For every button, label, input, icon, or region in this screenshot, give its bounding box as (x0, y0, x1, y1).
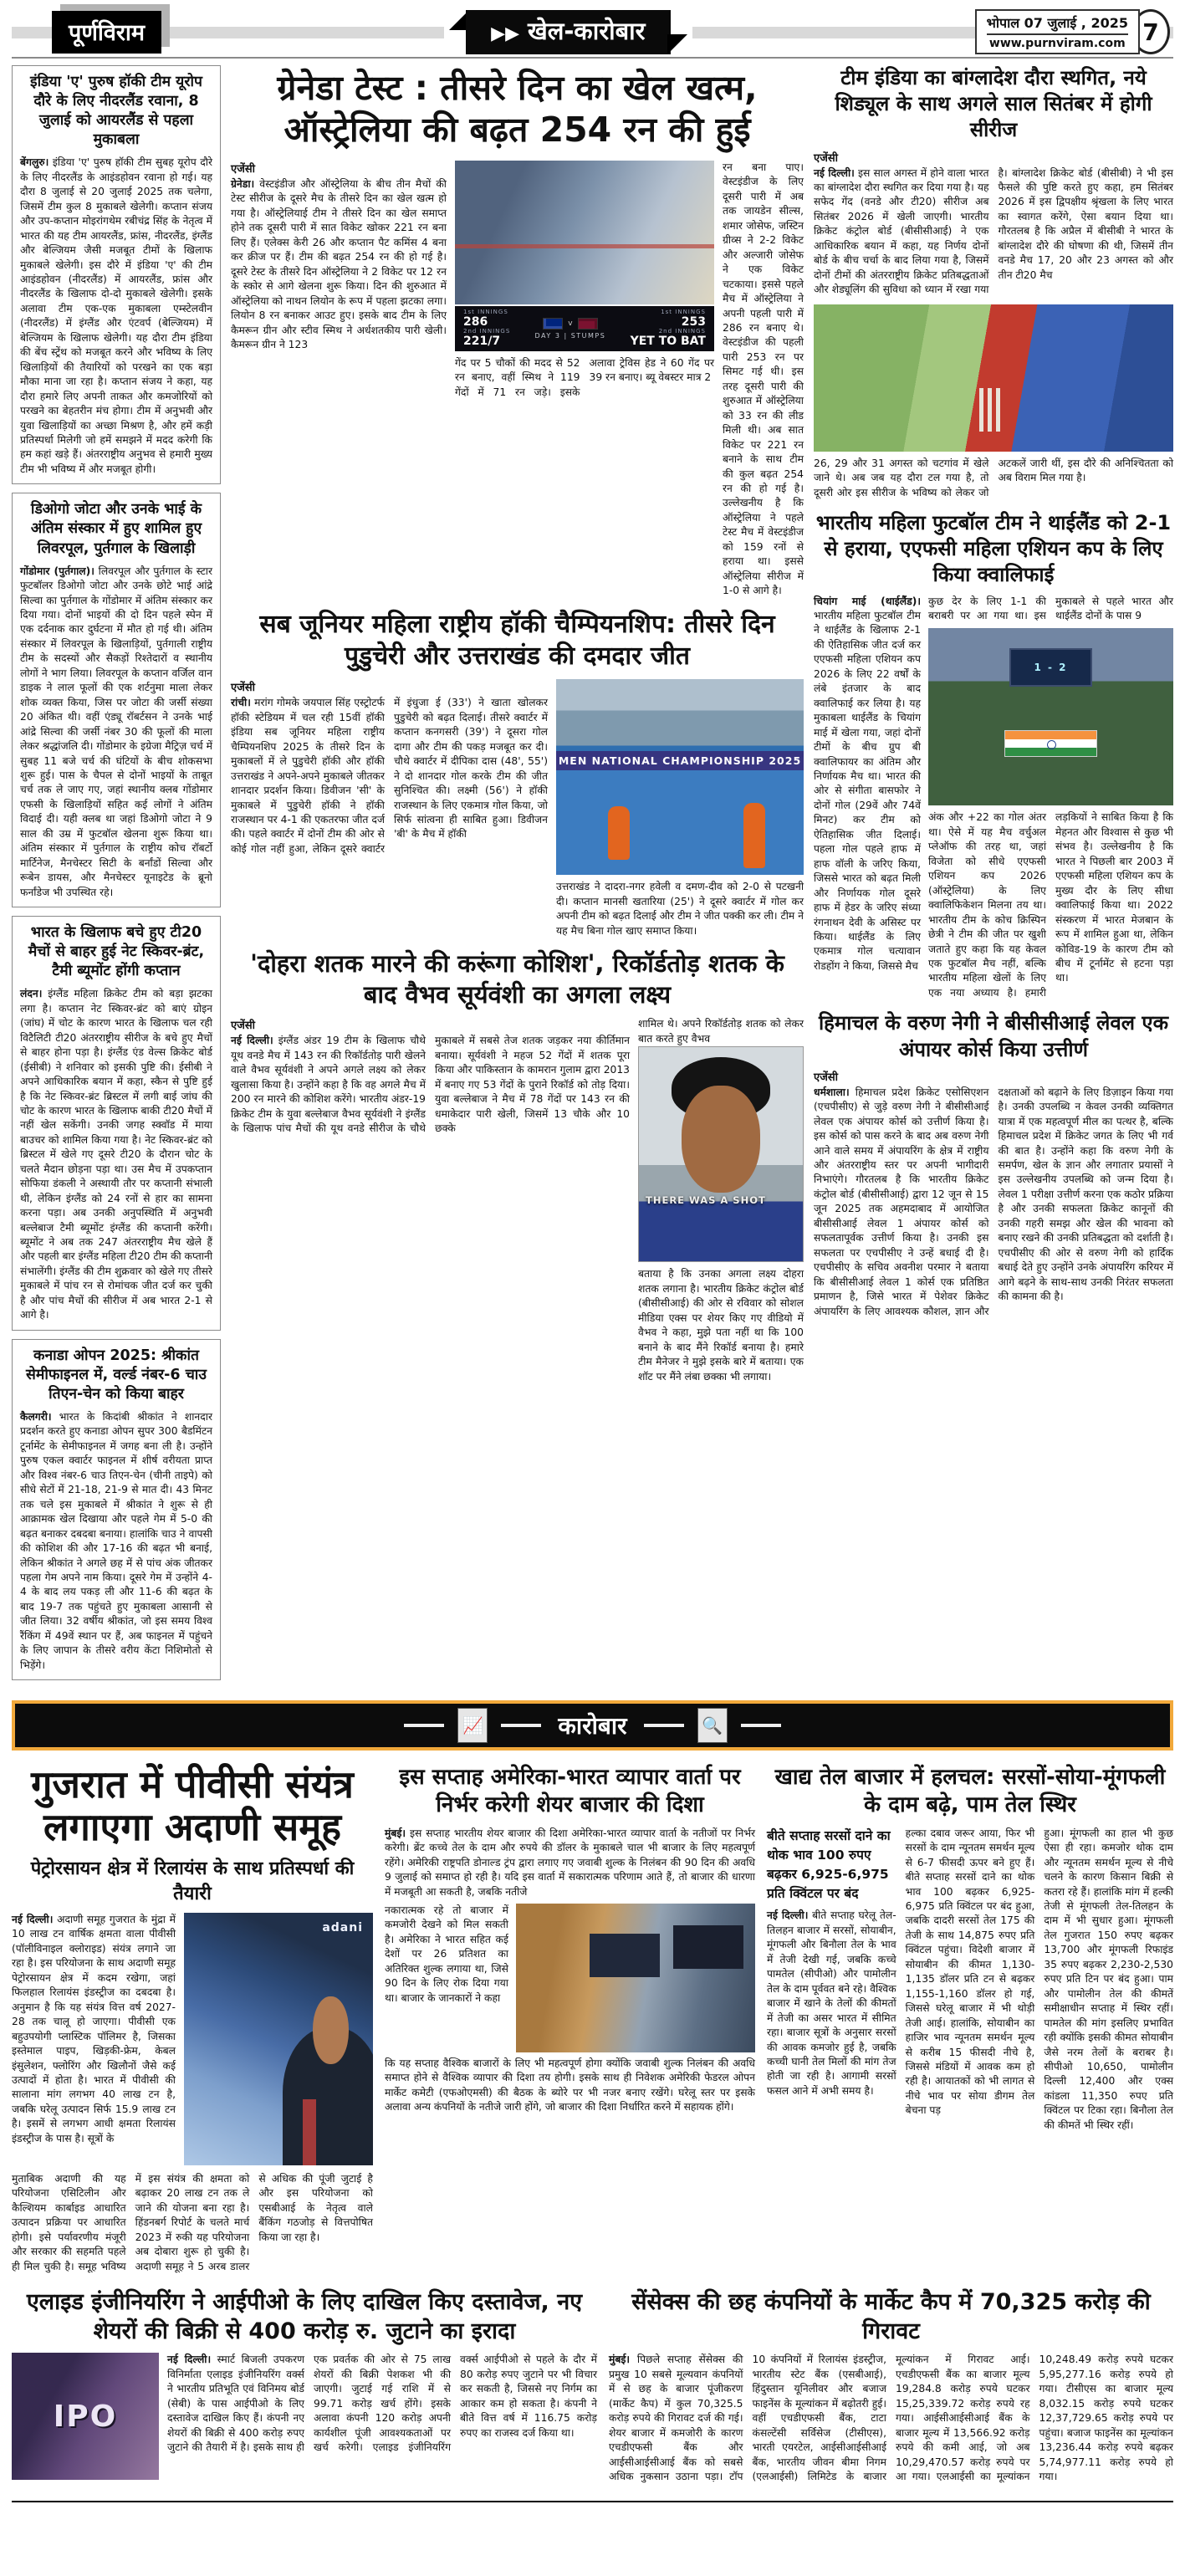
article-headline: टीम इंडिया का बांग्लादेश दौरा स्थगित, नये शिड्यूल के साथ अगले साल सितंबर में होगी सीरीज (835, 66, 1152, 142)
article-adani-pvc (12, 1764, 373, 2274)
article-body-continued: कि यह सप्ताह वैश्विक बाजारों के लिए भी महत्वपूर्ण होगा क्योंकि जवाबी शुल्क निलंबन की अवधि समाप्त होने से वैश्विक व्यापार की दिशा तय होगी। इसके साथ ही निवेशक अमेरिकी फेडरल ओपन मार्केट कमेटी (एफओएमसी) की बैठक के ब्योरे पर भी नजर बनाए रखेंगे। घरेलू स्तर पर इसके अलावा अन्य कंपनियों के नतीजे जारी होंगे, जो बाजार की दिशा निर्धारित करने में सहायक होंगे। (385, 2057, 755, 2113)
article-standfirst: बीते सप्ताह सरसों दाने का थोक भाव 100 रुपए बढ़कर 6,925-6,975 प्रति क्विंटल पर बंद (767, 1827, 891, 1901)
photo-caption: गेंद पर 5 चौकों की मदद से 52 रन बनाए, वहीं स्मिथ ने 119 गेंदों में 71 रन जड़े। इसके अलावा ट्रेविस हेड ने 60 गेंद पर 39 रन बनाए। ब्यू वेबस्टर मात्र 2 (455, 357, 714, 398)
article-body-continued: बताया है कि उनका अगला लक्ष्य दोहरा शतक लगाना है। भारतीय क्रिकेट कंट्रोल बोर्ड (बीसीसीआई) की ओर से रविवार को सोशल मीडिया एक्स पर शेयर किए गए वीडियो में वैभव ने कहा, मुझे पता नहीं था कि 100 बनाने के बाद मैंने रिकॉर्ड बनाया है। हमारे टीम मैनेजर ने मुझे इसके बारे में बताया। एक शॉट पर मैंने लंबा छक्का भी लगाया। (638, 1268, 804, 1383)
banner-dash (741, 1724, 781, 1727)
masthead (12, 7, 1173, 59)
article-sensex-mcap (609, 2287, 1173, 2484)
banner-dash (404, 1724, 444, 1727)
article-headline: एलाइड इंजीनियरिंग ने आईपीओ के लिए दाखिल किए दस्तावेज, नए शेयरों की बिक्री से 400 करोड़ रु. जुटाने का इरादा (26, 2289, 583, 2345)
article-body: चियांग माई (थाईलैंड)। भारतीय महिला फुटबॉल टीम ने थाईलैंड के खिलाफ 2-1 की ऐतिहासिक जीत दर्ज कर एएफसी महिला एशियन कप 2026 के लिए 22 वर्षों के लंबे इंतजार के बाद क्वालिफाई कर लिया है। यह मुकाबला थाईलैंड के चियांग माई में खेला गया, जहां दोनों टीमों के बीच ग्रुप बी क्वालिफायर का अंतिम और निर्णायक मैच था। भारत की ओर से संगीता बासफोर ने दोनों गोल (29वें और 74वें मिनट) कर टीम को ऐतिहासिक जीत दिलाई। पहला गोल पहले हाफ में हाफ वॉली के जरिए किया, जिससे भारत को बढ़त मिली और निर्णायक गोल दूसरे हाफ में हेडर के जरिए संध्या रंगनाथन देवी के असिस्ट पर किया। थाईलैंड के लिए एकमात्र गोल चत्यावान रोडहोंग ने किया, जिससे मैच (814, 595, 921, 972)
match-status: v DAY 3 | STUMPS (534, 319, 606, 340)
adani-logo-text: adani (322, 1920, 363, 1935)
banner-dash (644, 1724, 684, 1727)
article-edible-oil (767, 1764, 1173, 2274)
gautam-adani-figure (303, 2099, 316, 2165)
hockey-match-photo (556, 679, 804, 875)
article-vaibhav-suryavanshi (231, 948, 804, 1384)
left-column (12, 65, 221, 1689)
article-body: नई दिल्ली। बीते सप्ताह घरेलू तेल-तिलहन बाजार में सरसों, सोयाबीन, मूंगफली और बिनौला तेल के भाव में तेजी देखी गई, जबकि कच्चे पामतेल (सीपीओ) और पामोलीन तेल के दाम पूर्ववत बने रहे। वैश्विक बाजार में खाने के तेलों की कीमतों में तेजी का असर भारत में सीमित रहा। बाजार सूत्रों के अनुसार सरसों की आवक कमजोर हुई है, जबकि कच्ची घानी तेल मिलों की मांग तेज होती जा रही है। आगामी सरसों फसल आने में अभी समय है। (767, 1909, 896, 2097)
adani-building-photo (184, 1913, 373, 2165)
article-body: ग्रेनेडा। वेस्टइंडीज और ऑस्ट्रेलिया के बीच तीन मैचों की टेस्ट सीरीज के दूसरे मैच के तीसरे दिन का खेल खत्म हो गया है। ऑस्ट्रेलियाई टीम ने तीसरे दिन का खेल समाप्त होने तक दूसरी पारी में सात विकेट खोकर 221 रन बना लिए हैं। एलेक्स केरी 26 और कप्तान पैट कमिंस 4 बना कर क्रीज पर हैं। टीम की बढ़त 254 रन की हो गई है। दूसरे टेस्ट के तीसरे दिन ऑस्ट्रेलिया ने 2 विकेट पर 12 रन के स्कोर से आगे खेलना शुरू किया। दिन की शुरुआत में ऑस्ट्रेलिया को नाथन लियोन के रूप में पहला झटका लगा। लियोन 8 रन बनाकर आउट हुए। इसके बाद टीम के लिए कैमरून ग्रीन और स्टीव स्मिथ ने अर्धशतकीय पारी खेली। कैमरून ग्रीन ने 123 (231, 178, 447, 351)
article-body-continued: कुछ देर के लिए 1-1 की बराबरी पर आ गया था। इस मुकाबले से पहले भारत और थाईलैंड दोनों के पास 9 (928, 595, 1173, 622)
west-indies-flag-icon (578, 318, 598, 330)
article-bangladesh-tour (814, 65, 1173, 500)
paper-logo (52, 11, 161, 54)
magnifier-icon: 🔍 (697, 1708, 728, 1743)
website-url: www.purnviram.com (988, 37, 1126, 50)
date-box (975, 9, 1140, 54)
match-scorecard (455, 306, 714, 351)
footer-rule (12, 2501, 1173, 2576)
article-headline: सेंसेक्स की छह कंपनियों के मार्केट कैप में 70,325 करोड़ की गिरावट (631, 2289, 1151, 2345)
india-bangladesh-cricket-photo (814, 304, 1173, 452)
article-headline: इस सप्ताह अमेरिका-भारत व्यापार वार्ता पर निर्भर करेगी शेयर बाजार की दिशा (399, 1765, 741, 1818)
article-body: नई दिल्ली। इस साल अगस्त में होने वाला भारत का बांग्लादेश दौरा स्थगित कर दिया गया है। यह सफेद गेंद (वनडे और टी20) सीरीज अब सितंबर 2026 में खेली जाएगी। भारतीय क्रिकेट कंट्रोल बोर्ड (बीसीसीआई) ने एक आधिकारिक बयान में कहा, यह निर्णय दोनों बोर्ड के बीच चर्चा के बाद लिया गया है, जिसमें दोनों टीमों की अंतरराष्ट्रीय क्रिकेट प्रतिबद्धताओं और शेड्यूलिंग की सुविधा को ध्यान में रखा गया है। बांग्लादेश क्रिकेट बोर्ड (बीसीबी) ने भी इस फैसले की पुष्टि करते हुए कहा, हम सितंबर 2026 में इस द्विपक्षीय श्रृंखला के लिए भारत का स्वागत करेंगे, ऐसा बयान दिया था। गौरतलब है कि अप्रैल में बीसीबी ने भारत के बांग्लादेश दौरे की घोषणा की थी, जिसमें तीन वनडे मैच 17, 20 और 23 अगस्त को और तीन टी20 मैच (814, 166, 1173, 296)
article-body-continued: हुआ। मूंगफली का हाल भी कुछ ऐसा ही रहा। कमजोर थोक दाम और न्यूनतम समर्थन मूल्य से नीचे चलने के कारण किसान बिक्री से कतरा रहे हैं। हालांकि मांग में हल्की तेजी से मूंगफली तेल-तिलहन के दाम में भी सुधार हुआ। मूंगफली तेल गुजरात 150 रुपए बढ़कर 13,700 और मूंगफली रिफाइंड 35 रुपए बढ़कर 2,230-2,530 रुपए प्रति टिन पर बंद हुआ। पाम और पामोलीन तेल की कीमतें समीक्षाधीन सप्ताह में स्थिर रहीं। पामतेल की मांग इसलिए प्रभावित रही क्योंकि इसकी कीमत सोयाबीन जैसे नरम तेलों के बराबर है। सीपीओ 10,650, पामोलीन दिल्ली 12,400 और एक्स कांडला 11,350 रुपए प्रति क्विंटल पर टिका रहा। बिनौला तेल की कीमतें भी स्थिर रहीं। (1044, 1827, 1174, 2131)
section-title-box (466, 10, 670, 54)
double-arrow-icon: ▶▶ (491, 23, 519, 44)
article-body: नई दिल्ली। स्मार्ट बिजली उपकरण विनिर्माता एलाइड इंजीनियरिंग वर्क्स ने भारतीय प्रतिभूति एवं विनिमय बोर्ड (सेबी) के पास आईपीओ के लिए दस्तावेज दाखिल किए हैं। कंपनी नए शेयरों की बिक्री से 400 करोड़ रुपए जुटाने की तैयारी में है। इसके साथ ही एक प्रवर्तक की ओर से 75 लाख शेयरों की बिक्री पेशकश भी की जाएगी। जुटाई गई राशि में से 99.71 करोड़ खर्च होंगे। इसके अलावा कंपनी 120 करोड़ अपनी कार्यशील पूंजी आवश्यकताओं पर खर्च करेगी। एलाइड इंजीनियरिंग वर्क्स आईपीओ से पहले के दौर में 80 करोड़ रुपए जुटाने पर भी विचार कर सकती है, जिससे नए निर्गम का आकार कम हो सकता है। कंपनी ने बीते वित्त वर्ष में 116.75 करोड़ रुपए का राजस्व दर्ज किया था। (167, 2354, 597, 2454)
article-headline: कनाडा ओपन 2025: श्रीकांत सेमीफाइनल में, वर्ल्ड नंबर-6 चाउ तिएन-चेन को किया बाहर (26, 1347, 207, 1403)
article-grenada-test (231, 67, 804, 599)
bottom-row (12, 2287, 1173, 2484)
article-body: लंदन। इंग्लैंड महिला क्रिकेट टीम को बड़ा झटका लगा है। कप्तान नेट स्किवर-ब्रंट को बाएं ग्रोइन (जांघ) में चोट के कारण भारत के खिलाफ चल रही विटैलिटी टी20 अंतरराष्ट्रीय सीरीज के बचे हुए मैचों से बाहर होना पड़ा है। इंग्लैंड एंड वेल्स क्रिकेट बोर्ड (ईसीबी) ने शनिवार को इसकी पुष्टि की। ईसीबी ने अपने आधिकारिक बयान में कहा, स्कैन से पुष्टि हुई है कि नेट स्किवर-ब्रंट ब्रिस्टल में लगी बाई जांघ की चोट के कारण भारत के खिलाफ बाकी टी20 मैचों में नहीं खेल सकेंगी। उनकी जगह स्क्वॉड में माया बाउचर को शामिल किया गया है। नेट स्किवर-ब्रंट को ब्रिस्टल में खेले गए दूसरे टी20 के दौरान चोट के चलते मैदान छोड़ना पड़ा था। उस मैच में उपकप्तान सोफिया डंकली ने अस्थायी तौर पर कप्तानी संभाली थी, लेकिन इंग्लैंड को 24 रनों से हार का सामना करना पड़ा। अब उनकी अनुपस्थिति में अनुभवी बल्लेबाज टैमी ब्यूमोंट इंग्लैंड की कप्तानी करेंगी। ब्यूमोंट ने अब तक 247 अंतरराष्ट्रीय मैच खेले हैं और पहली बार इंग्लैंड महिला टी20 टीम की कप्तानी संभालेंगी। इंग्लैंड की टीम शुक्रवार को खेले गए तीसरे मुकाबले में पांच रन से रोमांचक जीत दर्ज कर चुकी है और पांच मैचों की सीरीज में अब भारत 2-1 से आगे है। (20, 988, 212, 1321)
plate-corner-right (667, 34, 687, 54)
article-headline: भारत के खिलाफ बचे हुए टी20 मैचों से बाहर हुई नेट स्किवर-ब्रंट, टैमी ब्यूमोंट होंगी कप्तान (28, 924, 205, 980)
article-body-continued: हल्का दबाव जरूर आया, फिर भी सरसों के दाम न्यूनतम समर्थन मूल्य से 6-7 फीसदी ऊपर बने हुए हैं। बीते सप्ताह सरसों दाने का थोक भाव 100 बढ़कर 6,925-6,975 प्रति क्विंटल पर बंद हुआ, जबकि दादरी सरसों तेल 175 की तेजी के साथ 14,875 रुपए प्रति क्विंटल पहुंचा। विदेशी बाजार में सोयाबीन की कीमत 1,130-1,135 डॉलर प्रति टन से बढ़कर 1,155-1,160 डॉलर हो गई, जिससे घरेलू बाजार में भी थोड़ी तेजी आई। हालांकि, सोयाबीन का हाजिर भाव न्यूनतम समर्थन मूल्य से करीब 15 फीसदी नीचे है, जिससे मंडियों में आवक कम हो रही है। आयातकों को भी लागत से नीचे भाव पर सोया डीगम तेल बेचना पड़ (905, 1827, 1035, 2117)
stadium-banner-text: MEN NATIONAL CHAMPIONSHIP 2025 (556, 751, 804, 770)
steve-smith-photo (455, 161, 714, 304)
article-canada-open (12, 1339, 221, 1680)
article-body-continued: अंक और +22 का गोल अंतर था। ऐसे में यह मैच वर्चुअल प्लेऑफ की तरह था, जहां विजेता को सीधे एएफसी एशियन कप 2026 (ऑस्ट्रेलिया) के लिए क्वालिफिकेशन मिलना तय था। भारतीय टीम के कोच क्रिस्पिन छेत्री ने टीम की जीत पर खुशी जताते हुए कहा कि यह केवल एक फुटबॉल मैच नहीं, बल्कि भारतीय महिला खेलों के लिए एक नया अध्याय है। हमारी लड़कियों ने साबित किया है कि मेहनत और विश्वास से कुछ भी संभव है। उल्लेखनीय है कि भारत ने पिछली बार 2003 में एएफसी महिला एशियन कप के मुख्य दौर के लिए सीधा क्वालिफाई किया था। 2022 संस्करण में भारत मेजबान के रूप में शामिल हुआ था, लेकिन कोविड-19 के कारण टीम को बीच में टूर्नामेंट से हटना पड़ा था। (928, 811, 1173, 999)
article-body: नई दिल्ली। अदाणी समूह गुजरात के मुंद्रा में 10 लाख टन वार्षिक क्षमता वाला पीवीसी (पॉलीविनाइल क्लोराइड) संयंत्र लगाने जा रहा है। इस परियोजना के साथ अदाणी समूह पेट्रोरसायन क्षेत्र में कदम रखेगा, जहां फिलहाल रिलायंस इंडस्ट्रीज का दबदबा है। अनुमान है कि यह संयंत्र वित्त वर्ष 2027-28 तक चालू हो जाएगा। पीवीसी एक बहुउपयोगी प्लास्टिक पॉलिमर है, जिसका इस्तेमाल पाइप, खिड़की-फ्रेम, केबल इंसुलेशन, फ्लोरिंग और खिलौनों जैसे कई उत्पादों में होता है। भारत में पीवीसी की सालाना मांग लगभग 40 लाख टन है, जबकि घरेलू उत्पादन सिर्फ 15.9 लाख टन है। इसमें से लगभग आधी क्षमता रिलायंस इंडस्ट्रीज के पास है। सूत्रों के (12, 1913, 176, 2144)
article-body: कैलगरी। भारत के किदांबी श्रीकांत ने शानदार प्रदर्शन करते हुए कनाडा ओपन सुपर 300 बैडमिंटन टूर्नामेंट के सेमीफाइनल में जगह बना ली है। उन्होंने पुरुष एकल क्वार्टर फाइनल में शीर्ष वरीयता प्राप्त और विश्व नंबर-6 चाउ तिएन-चेन (चीनी ताइपे) को सीधे सेटों में 21-18, 21-9 से मात दी। 43 मिनट तक चले इस मुकाबले में श्रीकांत ने शुरू से ही आक्रामक खेल दिखाया और पहले गेम में 5-0 की बढ़त बनाकर दबदबा बनाया। हालांकि चाउ ने वापसी की कोशिश की और 17-16 की बढ़त भी बनाई, लेकिन श्रीकांत ने अगले छह में से पांच अंक जीतकर पहला गेम अपने नाम किया। दूसरे गेम में उन्होंने 4-4 के बाद लय पकड़ ली और 11-6 की बढ़त के बाद 19-7 तक पहुंचते हुए मुकाबला आसानी से जीत लिया। 32 वर्षीय श्रीकांत, जो इस समय विश्व रैंकिंग में 49वें स्थान पर हैं, अब फाइनल में पहुंचने के लिए जापान के तीसरे वरीय केंटा निशिमोतो से भिड़ेंगे। (20, 1411, 212, 1671)
vaibhav-portrait-photo (638, 1046, 804, 1262)
paper-name: पूर्णविराम (69, 19, 146, 46)
article-body: मुंबई। पिछले सप्ताह सेंसेक्स की प्रमुख 10 सबसे मूल्यवान कंपनियों में से छह के बाजार पूंजीकरण (मार्केट कैप) में कुल 70,325.5 करोड़ रुपये की गिरावट दर्ज की गई। शेयर बाजार में कमजोरी के कारण एचडीएफसी बैंक और आईसीआईसीआई बैंक को सबसे अधिक नुकसान उठाना पड़ा। टॉप 10 कंपनियों में रिलायंस इंडस्ट्रीज, भारतीय स्टेट बैंक (एसबीआई), हिंदुस्तान यूनिलीवर और बजाज फाइनेंस के मूल्यांकन में बढ़ोतरी हुई। वहीं एचडीएफसी बैंक, टाटा कंसल्टेंसी सर्विसेज (टीसीएस), भारती एयरटेल, आईसीआईसीआई बैंक, भारतीय जीवन बीमा निगम (एलआईसी) लिमिटेड के बाजार मूल्यांकन में गिरावट आई। एचडीएफसी बैंक का बाजार मूल्य 19,284.8 करोड़ रुपये घटकर 15,25,339.72 करोड़ रुपये रह गया। आईसीआईसीआई बैंक के बाजार मूल्य में 13,566.92 करोड़ रुपये की कमी आई, जो अब 10,29,470.57 करोड़ रुपये पर आ गया। एलआईसी का मूल्यांकन 10,248.49 करोड़ रुपये घटकर 5,95,277.16 करोड़ रुपये हो गया। टीसीएस का बाजार मूल्य 8,032.15 करोड़ रुपये घटकर 12,37,729.65 करोड़ रुपये पर पहुंचा। बजाज फाइनेंस का मूल्यांकन 13,236.44 करोड़ रुपये बढ़कर 5,74,977.11 करोड़ रुपये हो गया। (609, 2354, 1173, 2482)
hockey-player-figure (743, 803, 765, 868)
article-headline: हिमाचल के वरुण नेगी ने बीसीसीआई लेवल एक अंपायर कोर्स किया उत्तीर्ण (818, 1011, 1169, 1061)
byline: एजेंसी (231, 1020, 255, 1033)
article-headline: भारतीय महिला फुटबॉल टीम ने थाईलैंड को 2-1 से हराया, एएफसी महिला एशियन कप के लिए किया क्वालिफाई (815, 511, 1172, 587)
byline: एजेंसी (814, 1071, 838, 1084)
article-allied-ipo (12, 2287, 597, 2484)
article-body: रांची। मरांग गोमके जयपाल सिंह एस्ट्रोटर्फ हॉकी स्टेडियम में चल रही 15वीं हॉकी इंडिया सब जूनियर महिला राष्ट्रीय चैम्पियनशिप 2025 के तीसरे दिन के मुकाबलों में ले पुडुचेरी हॉकी और हॉकी उत्तराखंड ने अपने-अपने मुकाबले जीतकर शानदार प्रदर्शन किया। डिवीजन 'सी' के मुकाबले में पुडुचेरी हॉकी ने हॉकी राजस्थान पर 4-1 की एकतरफा जीत दर्ज की। पहले क्वार्टर में दोनों टीम की ओर से कोई गोल नहीं हुआ, लेकिन दूसरे क्वार्टर में इंधुजा ई (33') ने खाता खोलकर पुडुचेरी को बढ़त दिलाई। तीसरे क्वार्टर में कप्तान कनगसरी (39') ने दूसरा गोल दागा और टीम की पकड़ मजबूत कर दी। चौथे क्वार्टर में दीपिका दास (48', 55') ने दो शानदार गोल करके टीम की जीत सुनिश्चित की। लक्ष्मी (56') ने हॉकी राजस्थान के लिए एकमात्र गोल किया, जो सिर्फ सांत्वना ही साबित हुआ। डिवीजन 'बी' के मैच में हॉकी (231, 697, 548, 855)
article-body: मुंबई। इस सप्ताह भारतीय शेयर बाजार की दिशा अमेरिका-भारत व्यापार वार्ता के नतीजों पर निर्भर करेगी। ब्रेंट कच्चे तेल के दाम और रुपये की डॉलर के मुकाबले चाल भी बाजार के लिए महत्वपूर्ण रहेंगे। अमेरिकी राष्ट्रपति डोनाल्ड ट्रंप द्वारा लगाए गए जवाबी शुल्क के निलंबन की 90 दिन की अवधि 9 जुलाई को समाप्त हो रही है। यदि इस वार्ता में सकारात्मक परिणाम आते हैं, तो बाजार की धारणा में मजबूती आ सकती है, जबकि नतीजे (385, 1827, 755, 1898)
article-body: बेंगलुरु। इंडिया 'ए' पुरुष हॉकी टीम सुबह यूरोप दौरे के लिए नीदरलैंड के आइंडहोवन रवाना हो गई। यह दौरा 8 जुलाई से 20 जुलाई 2025 तक चलेगा, जिसमें टीम कुल 8 मुकाबले खेलेगी। कप्तान संजय और उप-कप्तान मोइरांगथेम रबीचंद्र सिंह के नेतृत्व में भारत की यह टीम आयरलैंड, फ्रांस, नीदरलैंड, इंग्लैंड और बेल्जियम जैसी मजबूत टीमों के खिलाफ मुकाबले खेलेगी। इस दौरे में इंडिया 'ए' की टीम आइंडहोवन (नीदरलैंड) में आयरलैंड, फ्रांस और नीदरलैंड के खिलाफ दो-दो मुकाबले खेलेगी। इसके अलावा टीम एक-एक मुकाबला एम्स्टेलवीन (नीदरलैंड) में इंग्लैंड और एंटवर्प (बेल्जियम) में बेल्जियम के खिलाफ खेलेगी। यह दौरा टीम इंडिया की बेंच स्ट्रेंथ को मजबूत करने और भविष्य के लिए खिलाड़ियों की तैयारियों को परखने का एक बड़ा मौका माना जा रहा है। कप्तान संजय ने कहा, यह दौरा हमारे लिए अपनी ताकत और कमजोरियों को परखने का बेहतरीन मंच होगा। टीम में अनुभवी और युवा खिलाड़ियों का अच्छा मिश्रण है, और हमें कड़ी प्रतिस्पर्धा मिलेगी जो हमें समझने में मदद करेगी कि हम कहां खड़े हैं। अंतरराष्ट्रीय अनुभव से हमारी मुख्य टीम भी भविष्य में और मजबूत होगी। (20, 156, 212, 475)
australia-flag-icon (543, 318, 563, 330)
article-body-continued: नकारात्मक रहे तो बाजार में कमजोरी देखने को मिल सकती है। अमेरिका ने भारत सहित कई देशों पर 26 प्रतिशत का अतिरिक्त शुल्क लगाया था, जिसे 90 दिन के लिए रोक दिया गया था। बाजार के जानकारों ने कहा (385, 1904, 508, 2004)
article-india-a-hockey (12, 65, 221, 484)
edition-date: भोपाल 07 जुलाई , 2025 (987, 13, 1128, 35)
right-column (814, 65, 1173, 1689)
article-headline: इंडिया 'ए' पुरुष हॉकी टीम यूरोप दौरे के लिए नीदरलैंड रवाना, 8 जुलाई को आयरलैंड से पहला मुकाबला (30, 74, 202, 149)
page-number: 7 (1131, 9, 1170, 54)
article-body-continued: 26, 29 और 31 अगस्त को चटगांव में खेले जाने थे। अब जब यह दौरा टल गया है, तो दूसरी ओर इस सीरीज के भविष्य को लेकर जो अटकलें जारी थीं, इस दौरे की अनिश्चितता को अब विराम मिल गया है। (814, 457, 1173, 498)
video-caption-text: THERE WAS A SHOT (646, 1194, 766, 1207)
article-diogo-jota (12, 493, 221, 907)
article-body-continued: शामिल थे। अपने रिकॉर्डतोड़ शतक को लेकर बात करते हुए वैभव (638, 1018, 804, 1045)
hockey-player-figure (608, 806, 630, 860)
byline: एजेंसी (231, 682, 255, 695)
article-body: धर्मशाला। हिमाचल प्रदेश क्रिकेट एसोसिएशन (एचपीसीए) से जुड़े वरुण नेगी ने बीसीसीआई लेवल एक अंपायर कोर्स को उत्तीर्ण किया है। इस कोर्स को पास करने के बाद अब वरुण नेगी आने वाले समय में अंपायरिंग के क्षेत्र में राष्ट्रीय और अंतरराष्ट्रीय स्तर पर अपनी भागीदारी निभाएंगे। गौरतलब है कि भारतीय क्रिकेट कंट्रोल बोर्ड (बीसीसीआई) द्वारा 12 जून से 15 जून 2025 तक अहमदाबाद में आयोजित बीसीसीआई लेवल 1 अंपायर कोर्स को सफलतापूर्वक उत्तीर्ण किया है। उनकी इस सफलता पर एचपीसीए ने उन्हें बधाई दी है। एचपीसीए के सचिव अवनीश परमार ने बताया कि बीसीसीआई लेवल 1 कोर्स एक प्रतिष्ठित प्रमाणन है, जिसे भारत में पेशेवर क्रिकेट अंपायरिंग के लिए आवश्यक कौशल, ज्ञान और दक्षताओं को बढ़ाने के लिए डिज़ाइन किया गया है। उनकी उपलब्धि न केवल उनकी व्यक्तिगत यात्रा में एक महत्वपूर्ण मील का पत्थर है, बल्कि हिमाचल प्रदेश में क्रिकेट जगत के लिए भी गर्व की बात है। उन्होंने कहा कि वरुण नेगी के समर्पण, खेल के ज्ञान और लगातार प्रयासों ने इस उल्लेखनीय उपलब्धि को जन्म दिया है। लेवल 1 परीक्षा उत्तीर्ण करना एक कठोर प्रक्रिया है और उनकी सफलता क्रिकेट कानूनों की उनकी गहरी समझ और खेल की भावना को बनाए रखने की उनकी प्रतिबद्धता को दर्शाती है। एचपीसीए की ओर से वरुण नेगी को हार्दिक बधाई देते हुए उन्होंने उनके अंपायरिंग करियर में आगे बढ़ने के साथ-साथ उनकी निरंतर सफलता की कामना की है। (814, 1086, 1173, 1317)
article-womens-football (814, 510, 1173, 1000)
australia-score: 1st INNINGS 286 2nd INNINGS 221/7 (463, 308, 511, 348)
section-title-plate (444, 10, 692, 54)
scoreboard-display: 1 - 2 (1009, 648, 1093, 687)
article-headline: 'दोहरा शतक मारने की करूंगा कोशिश', रिकॉर्डतोड़ शतक के बाद वैभव सूर्यवंशी का अगला लक्ष्य (250, 949, 784, 1009)
article-subhead: पेट्रोरसायन क्षेत्र में रिलायंस के साथ प्रतिस्पर्धा की तैयारी (30, 1858, 355, 1904)
section-title: खेल-कारोबार (528, 16, 646, 45)
article-umpire-course (814, 1010, 1173, 1319)
date-block (975, 9, 1170, 54)
ipo-illustration (12, 2353, 159, 2480)
ipo-label-text: IPO (53, 2399, 118, 2434)
article-body-continued: उत्तराखंड ने दादरा-नगर हवेली व दमण-दीव को 2-0 से पटखनी दी। कप्तान मानसी खतारिया (25') ने दूसरे क्वार्टर में गोल कर अपनी टीम को बढ़त दिलाई और टीम ने जीत पक्की कर ली। टीम ने यह मैच बिना गोल खाए समाप्त किया। (556, 881, 804, 937)
portrait-figure (682, 1086, 760, 1193)
gautam-adani-figure (313, 1996, 349, 2065)
article-headline: डिओगो जोटा और उनके भाई के अंतिम संस्कार में हुए शामिल हुए लिवरपूल, पुर्तगाल के खिलाड़ी (30, 501, 202, 557)
stock-traders-photo (516, 1904, 755, 2052)
banner-dash (501, 1724, 541, 1727)
article-headline: गुजरात में पीवीसी संयंत्र लगाएगा अदाणी समूह (31, 1762, 354, 1849)
business-section-banner (12, 1700, 1173, 1751)
article-body: नई दिल्ली। इंग्लैंड अंडर 19 टीम के खिलाफ चौथे यूथ वनडे मैच में 143 रन की रिकॉर्डतोड़ पारी खेलने वाले वैभव सूर्यवंशी ने अपने अगले लक्ष्य को लेकर खुलासा किया है। उन्होंने कहा है कि वह अगले मैच में 200 रन मारने की कोशिश करेंगे। भारतीय अंडर-19 क्रिकेट टीम के युवा बल्लेबाज वैभव सूर्यवंशी ने इंग्लैंड के खिलाफ पांच मैचों की यूथ वनडे सीरीज के चौथे मुकाबले में सबसे तेज शतक जड़कर नया कीर्तिमान बनाया। सूर्यवंशी ने महज 52 गेंदों में शतक पूरा किया और पाकिस्तान के कामरान गुलाम द्वारा 2013 में बनाए गए 53 गेंदों के पुराने रिकॉर्ड को तोड़ दिया। युवा बल्लेबाज ने मैच में 78 गेंदों पर 143 रन की धमाकेदार पारी खेली, जिसमें 13 चौके और 10 छक्के (231, 1035, 630, 1135)
middle-column (231, 65, 804, 1689)
chart-icon: 📈 (457, 1708, 488, 1743)
article-body-continued: रन बना पाए। वेस्टइंडीज के लिए दूसरी पारी में अब तक जायडेन सील्स, शमार जोसेफ, जस्टिन ग्रीव्स ने 2-2 विकेट और अल्जारी जोसेफ ने एक विकेट चटकाया। इससे पहले मैच में ऑस्ट्रेलिया ने अपनी पहली पारी में 286 रन बनाए थे। वेस्टइंडीज की पहली पारी 253 रन पर सिमट गई थी। इस तरह दूसरी पारी की शुरुआत में ऑस्ट्रेलिया को 33 रन की लीड मिली थी। अब सात विकेट पर 221 रन बनाने के साथ टीम की कुल बढ़त 254 रन की हो गई है। उल्लेखनीय है कि ऑस्ट्रेलिया ने पहले टेस्ट मैच में वेस्टइंडीज को 159 रनों से हराया था। इससे ऑस्ट्रेलिया सीरीज में 1-0 से आगे है। (723, 161, 804, 597)
article-headline: सब जूनियर महिला राष्ट्रीय हॉकी चैम्पियनशिप: तीसरे दिन पुडुचेरी और उत्तराखंड की दमदार जीत (259, 609, 775, 672)
article-share-market (385, 1764, 755, 2274)
indian-womens-team-photo (928, 628, 1173, 805)
west-indies-score: 1st INNINGS 253 2nd INNINGS YET TO BAT (630, 308, 706, 348)
article-body: गोंडोमार (पुर्तगाल)। लिवरपूल और पुर्तगाल के स्टार फुटबॉलर डिओगो जोटा और उनके छोटे भाई आंद्रे सिल्वा का पुर्तगाल के गोंडोमार में अंतिम संस्कार कर दिया गया। दोनों भाइयों की दो दिन पहले स्पेन में एक दर्दनाक कार दुर्घटना में मौत हो गई थी। अंतिम संस्कार में लिवरपूल के खिलाड़ियों, पुर्तगाली राष्ट्रीय टीम के सदस्यों और सैकड़ों रिश्तेदारों व स्थानीय लोगों ने भाग लिया। लिवरपूल के कप्तान वर्जिल वान डाइक ने लाल फूलों की एक शर्टनुमा माला लेकर शोक व्यक्त किया, जिस पर जोटा की जर्सी संख्या 20 अंकित थी। वहीं एंड्यू रॉबर्टसन ने उनके भाई आंद्रे सिल्वा की जर्सी नंबर 30 की फूलों की माला लेकर श्रद्धांजलि दी। गोंडोमार के इग्रेजा मैट्रिज़ चर्च में सुबह 11 बजे चर्च की घंटियों के बीच शोकसभा शुरू हुई। पास के चैपल से दोनों भाइयों के ताबूत चर्च तक ले जाए गए, जहां स्थानीय क्लब गोंडोमार एफसी के खिलाड़ियों सहित कई लोगों ने अंतिम विदाई दी। यही क्लब था जहां डिओगो जोटा ने 9 साल की उम्र में फुटबॉल खेलना शुरू किया था। अंतिम संस्कार में पुर्तगाल के राष्ट्रीय कोच रॉबर्टो मार्टिनेज, मैनचेस्टर सिटी के बर्नांडों सिल्वा और रूबेन डायस, और मैनचेस्टर यूनाइटेड के ब्रूनो फर्नांडेज भी उपस्थित रहे। (20, 565, 212, 898)
sports-section (12, 65, 1173, 1689)
article-sciver-brunt (12, 916, 221, 1331)
main-headline: ग्रेनेडा टेस्ट : तीसरे दिन का खेल खत्म, ऑस्ट्रेलिया की बढ़त 254 रन की हुई (277, 68, 758, 151)
byline: एजेंसी (231, 163, 255, 176)
article-hockey-championship (231, 609, 804, 939)
business-section (12, 1764, 1173, 2274)
business-section-title: कारोबार (558, 1712, 627, 1740)
article-headline: खाद्य तेल बाजार में हलचल: सरसों-सोया-मूंगफली के दाम बढ़े, पाम तेल स्थिर (774, 1765, 1166, 1818)
article-body-continued: मुताबिक अदाणी की यह परियोजना एसिटिलीन और कैल्शियम कार्बाइड आधारित उत्पादन प्रक्रिया पर आधारित होगी। इसे पर्यावरणीय मंजूरी और सरकार की सहमति पहले ही मिल चुकी है। समूह भविष्य में इस संयंत्र की क्षमता को बढ़ाकर 20 लाख टन तक ले जाने की योजना बना रहा है। हिंडनबर्ग रिपोर्ट के चलते मार्च 2023 में रुकी यह परियोजना अब दोबारा शुरू हो चुकी है। अदाणी समूह ने 5 अरब डालर से अधिक की पूंजी जुटाई है और इस परियोजना को एसबीआई के नेतृत्व वाले बैंकिंग गठजोड़ से वित्तपोषित किया जा रहा है। (12, 2172, 373, 2272)
india-flag-icon (1004, 730, 1097, 757)
byline: एजेंसी (814, 151, 838, 165)
